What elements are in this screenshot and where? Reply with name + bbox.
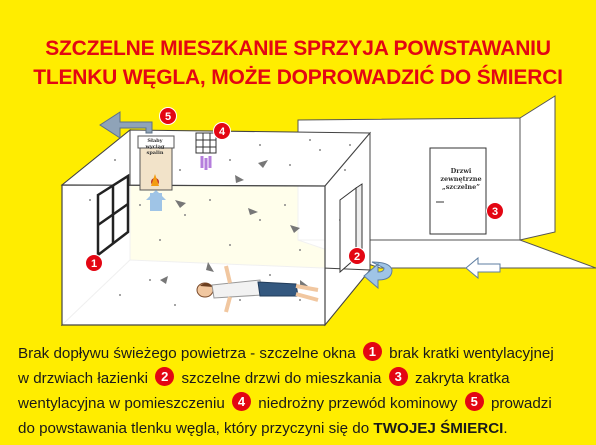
marker-5 (160, 108, 177, 125)
marker-3-label: 3 (491, 206, 499, 218)
emphasis-text: TWOJEJ ŚMIERCI (373, 420, 504, 437)
description-text: w drzwiach łazienki (18, 370, 148, 387)
marker-2-label: 2 (353, 251, 361, 263)
description-line-2 (18, 366, 584, 391)
vent-grille (196, 133, 216, 153)
description-line-1 (18, 341, 584, 366)
exterior-door (430, 148, 486, 234)
badge-1: 1 (363, 342, 382, 361)
badge-2: 2 (155, 367, 174, 386)
marker-4-label: 4 (218, 126, 226, 138)
door-label-line-2: zewnętrzne (440, 175, 482, 183)
description (18, 341, 584, 441)
right-wall (520, 96, 555, 240)
marker-5-label: 5 (164, 111, 172, 123)
badge-5: 5 (465, 392, 484, 411)
description-text: zakryta kratka (414, 370, 510, 387)
blocked-vent-mark (202, 156, 210, 170)
marker-1-label: 1 (90, 258, 98, 270)
headline-line-2: TLENKU WĘGLA, MOŻE DOPROWADZIĆ DO ŚMIERCI (33, 66, 563, 89)
description-text: . (503, 420, 508, 437)
marker-1 (86, 255, 103, 272)
marker-4 (214, 123, 231, 140)
headline (0, 34, 596, 92)
description-text: szczelne drzwi do mieszkania (181, 370, 382, 387)
description-text: Brak dopływu świeżego powietrza - szczelne okna (18, 345, 356, 362)
description-text: wentylacyjna w pomieszczeniu (18, 395, 225, 412)
apartment-illustration (0, 95, 596, 335)
marker-3 (487, 203, 504, 220)
door-label-line-3: „szczelne” (442, 183, 480, 191)
marker-2 (349, 248, 366, 265)
description-line-3 (18, 391, 584, 416)
door-label (438, 167, 484, 191)
door-label-line-1: Drzwi (450, 167, 472, 175)
badge-4: 4 (232, 392, 251, 411)
description-line-4 (18, 416, 584, 441)
heater-label (138, 138, 172, 156)
headline-line-1: SZCZELNE MIESZKANIE SPRZYJA POWSTAWANIU (45, 37, 551, 60)
heater-label-line-2: spalin (146, 150, 164, 156)
description-text: niedrożny przewód kominowy (258, 395, 458, 412)
description-text: do powstawania tlenku węgla, który przyczyni się do (18, 420, 370, 437)
description-text: brak kratki wentylacyjnej (389, 345, 554, 362)
badge-3: 3 (389, 367, 408, 386)
heater-label-line-1: Słaby wyciąg (145, 138, 165, 150)
description-text: prowadzi (490, 395, 552, 412)
